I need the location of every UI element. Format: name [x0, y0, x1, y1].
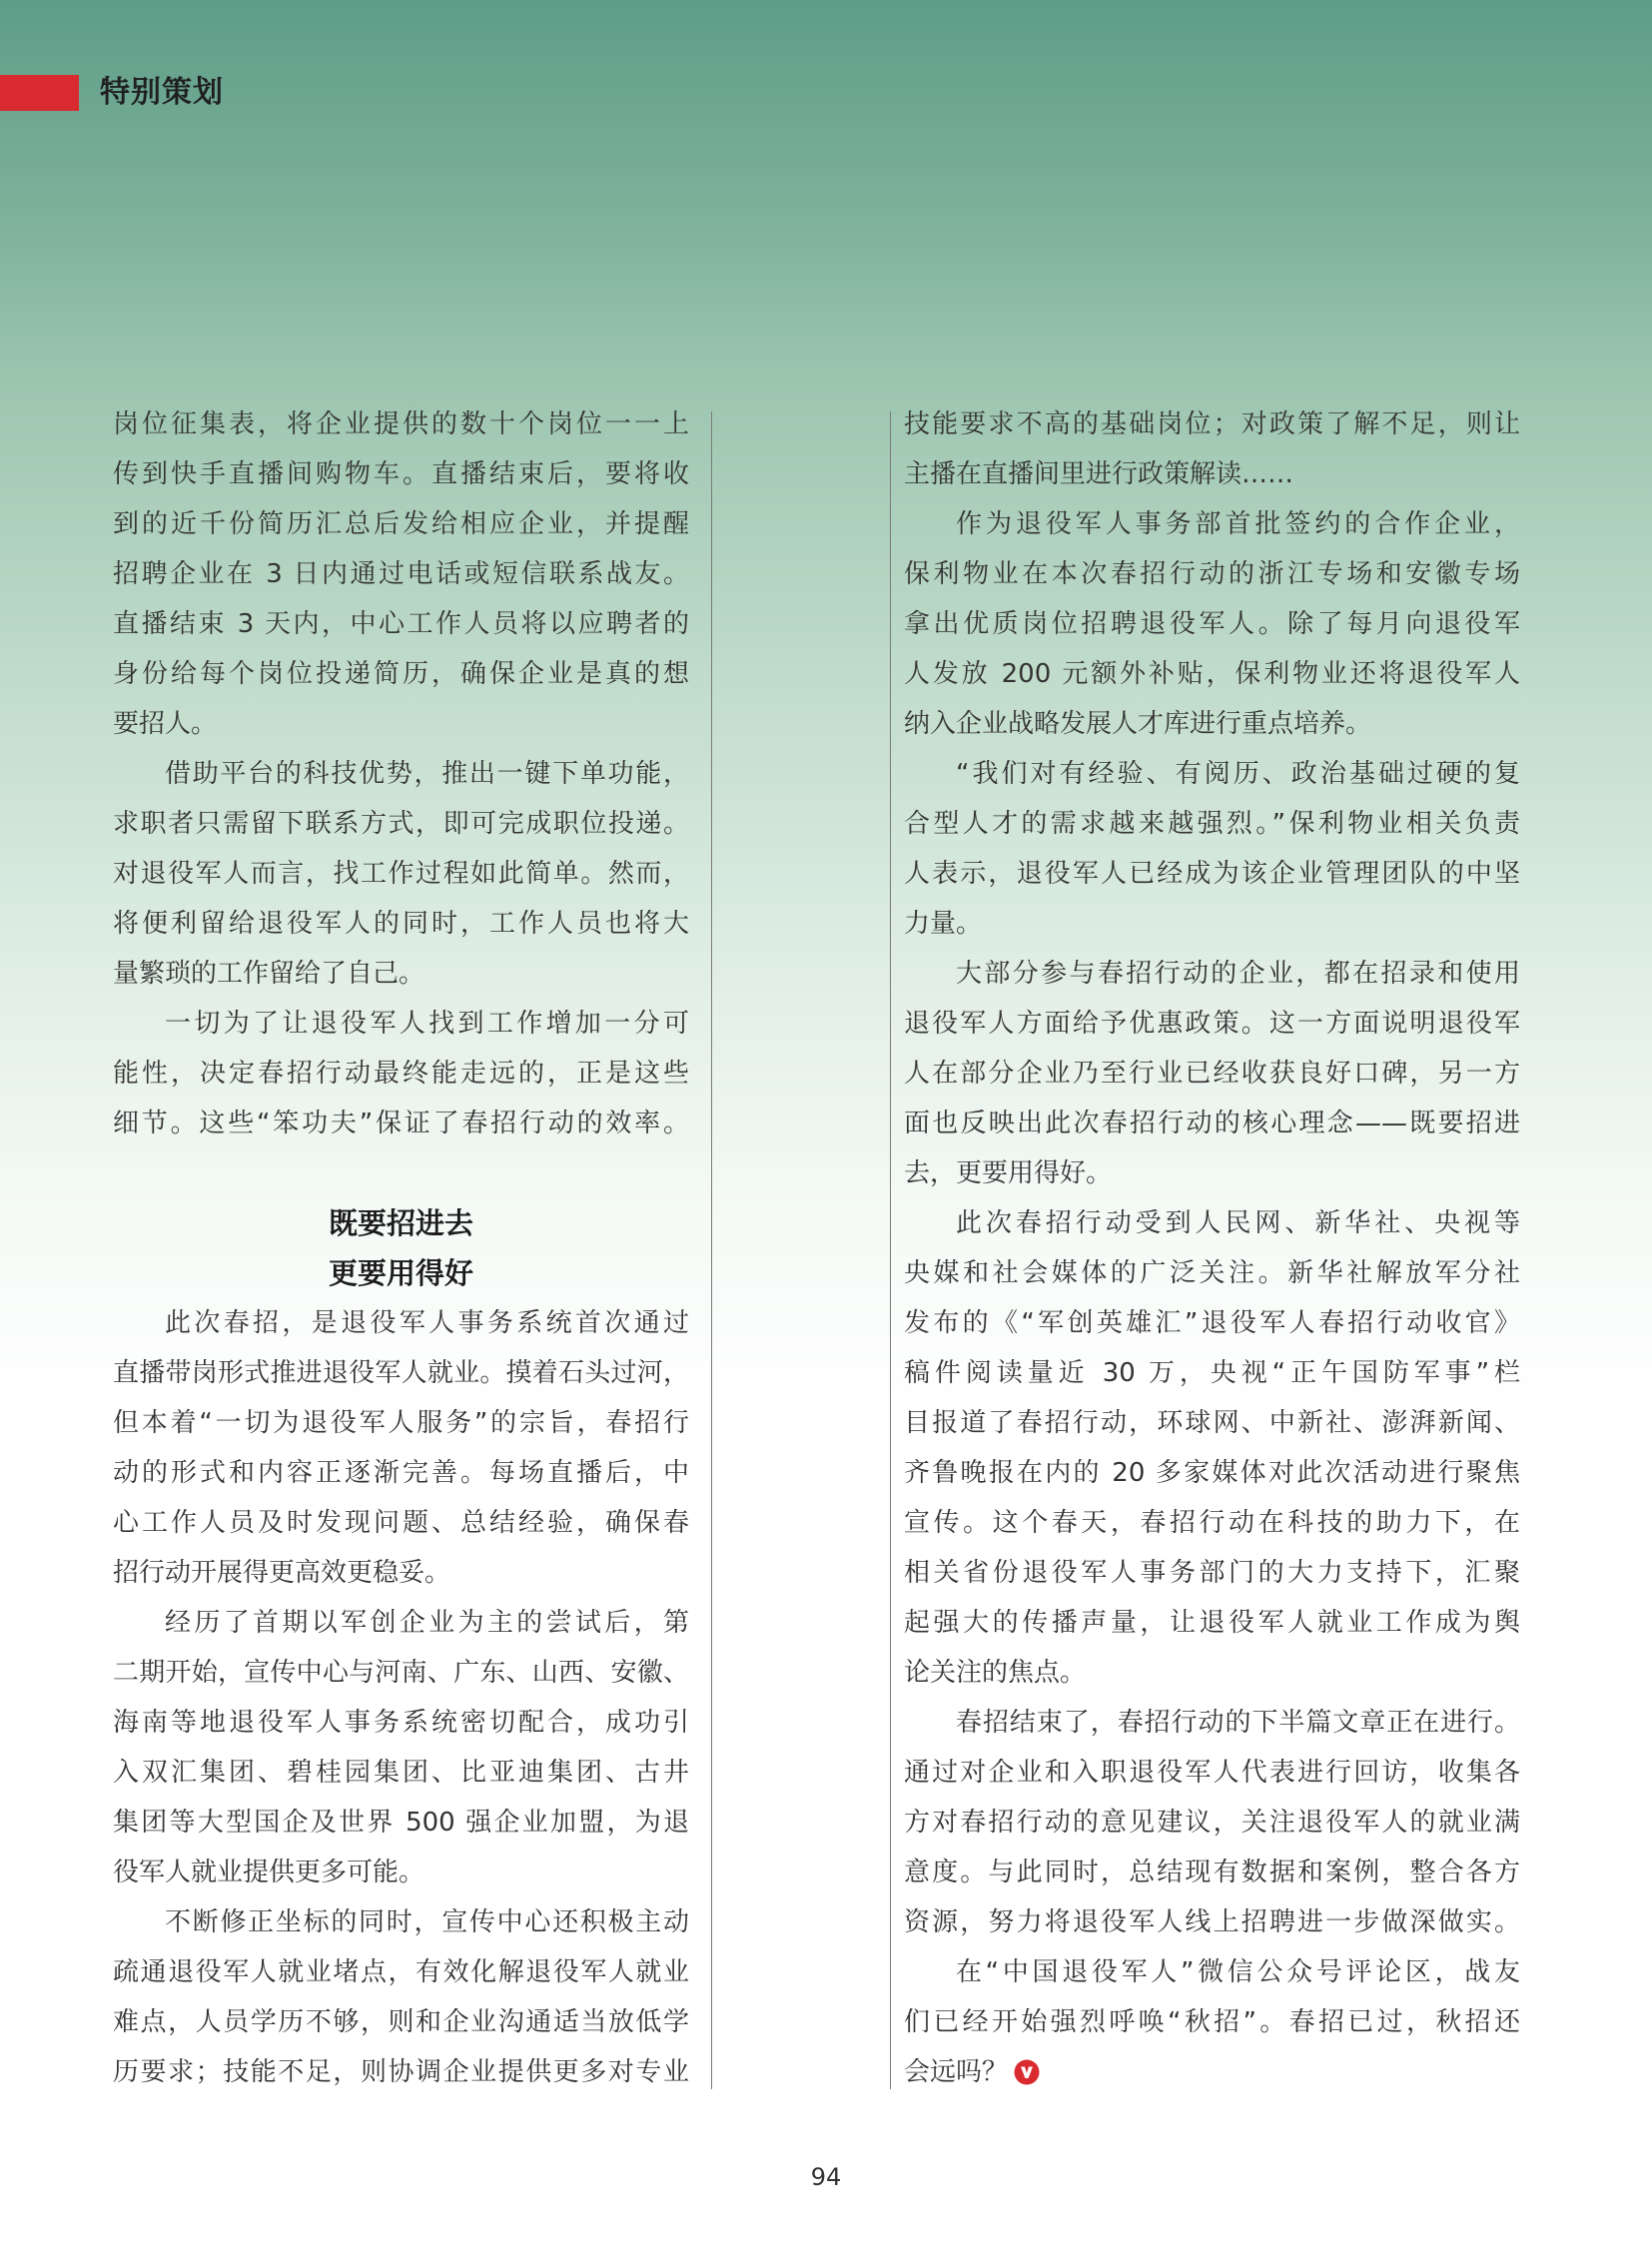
text-line: 但本着“一切为退役军人服务”的宗旨，春招行: [113, 1408, 689, 1438]
text-line: 此次春招，是退役军人事务系统首次通过: [165, 1308, 689, 1338]
text-line: 相关省份退役军人事务部门的大力支持下，汇聚: [904, 1558, 1520, 1588]
text-line: 借助平台的科技优势，推出一键下单功能，: [165, 759, 689, 789]
text-line: 直播结束 3 天内，中心工作人员将以应聘者的: [113, 609, 689, 639]
section-heading-line: 更要用得好: [328, 1256, 473, 1290]
text-line: 心工作人员及时发现问题、总结经验，确保春: [113, 1508, 689, 1538]
end-mark-icon: [1014, 2059, 1040, 2085]
column-divider-left: [711, 411, 712, 2089]
page-number: 94: [810, 2163, 842, 2191]
paragraph: [904, 399, 1520, 499]
text-line: 疏通退役军人就业堵点，有效化解退役军人就业: [113, 1957, 689, 1987]
section-heading-line: 既要招进去: [328, 1206, 473, 1240]
section-accent-bar: [0, 75, 79, 111]
paragraph: [904, 1947, 1520, 2097]
text-line: 一切为了让退役军人找到工作增加一分可: [165, 1009, 689, 1039]
text-line: 身份给每个岗位投递简历，确保企业是真的想: [113, 659, 689, 689]
text-line: 目报道了春招行动，环球网、中新社、澎湃新闻、: [904, 1408, 1520, 1438]
text-line: 人发放 200 元额外补贴，保利物业还将退役军人: [904, 659, 1520, 689]
text-line: 历要求；技能不足，则协调企业提供更多对专业: [113, 2057, 689, 2087]
text-line: 发布的《“军创英雄汇”退役军人春招行动收官》: [904, 1308, 1520, 1338]
text-line: 入双汇集团、碧桂园集团、比亚迪集团、古井: [113, 1758, 689, 1788]
text-line: 人在部分企业乃至行业已经收获良好口碑，另一方: [904, 1059, 1520, 1089]
text-line: 此次春招行动受到人民网、新华社、央视等: [956, 1208, 1520, 1238]
text-line: 面也反映出此次春招行动的核心理念——既要招进: [904, 1109, 1520, 1138]
text-line: 起强大的传播声量，让退役军人就业工作成为舆: [904, 1608, 1520, 1638]
text-line: 直播带岗形式推进退役军人就业。摸着石头过河，: [113, 1358, 689, 1388]
text-line: 论关注的焦点。: [904, 1658, 1087, 1688]
text-line: 人表示，退役军人已经成为该企业管理团队的中坚: [904, 859, 1520, 889]
column-divider-right: [890, 411, 891, 2089]
text-line: 在“中国退役军人”微信公众号评论区，战友: [956, 1957, 1520, 1987]
text-line: 传到快手直播间购物车。直播结束后，要将收: [113, 459, 689, 489]
text-line: “我们对有经验、有阅历、政治基础过硬的复: [956, 759, 1520, 789]
text-line: 央媒和社会媒体的广泛关注。新华社解放军分社: [904, 1258, 1520, 1288]
text-line: 资源，努力将退役军人线上招聘进一步做深做实。: [904, 1907, 1520, 1937]
paragraph: [113, 749, 689, 999]
text-line: 要招人。: [113, 709, 218, 739]
text-line: 到的近千份简历汇总后发给相应企业，并提醒: [113, 509, 689, 539]
paragraph: [113, 1598, 689, 1897]
text-line: 求职者只需留下联系方式，即可完成职位投递。: [113, 809, 689, 839]
text-line: 招聘企业在 3 日内通过电话或短信联系战友。: [113, 559, 689, 589]
text-line: 退役军人方面给予优惠政策。这一方面说明退役军: [904, 1009, 1520, 1039]
text-line: 合型人才的需求越来越强烈。”保利物业相关负责: [904, 809, 1520, 839]
right-column: [904, 399, 1520, 2097]
text-line: 动的形式和内容正逐渐完善。每场直播后，中: [113, 1458, 689, 1488]
paragraph: [904, 949, 1520, 1198]
paragraph: [113, 1298, 689, 1598]
text-line: 去，更要用得好。: [904, 1158, 1113, 1188]
text-line: 通过对企业和入职退役军人代表进行回访，收集各: [904, 1758, 1520, 1788]
text-line: 主播在直播间里进行政策解读……: [904, 459, 1294, 489]
text-line: 力量。: [904, 909, 983, 939]
paragraph: [113, 1897, 689, 2097]
paragraph: [904, 499, 1520, 749]
text-line: 意度。与此同时，总结现有数据和案例，整合各方: [904, 1858, 1520, 1887]
text-line: 集团等大型国企及世界 500 强企业加盟，为退: [113, 1808, 689, 1838]
text-line: 宣传。这个春天，春招行动在科技的助力下，在: [904, 1508, 1520, 1538]
text-line: 能性，决定春招行动最终能走远的，正是这些: [113, 1059, 689, 1089]
text-line: 齐鲁晚报在内的 20 多家媒体对此次活动进行聚焦: [904, 1458, 1520, 1488]
text-line: 对退役军人而言，找工作过程如此简单。然而，: [113, 859, 689, 889]
end-mark-icon-graphic: [1014, 2059, 1040, 2085]
text-line: 技能要求不高的基础岗位；对政策了解不足，则让: [904, 409, 1520, 439]
text-line-content: 会远吗？: [904, 2057, 1009, 2087]
text-line: 保利物业在本次春招行动的浙江专场和安徽专场: [904, 559, 1520, 589]
paragraph: [904, 1698, 1520, 1947]
text-line: 细节。这些“笨功夫”保证了春招行动的效率。: [113, 1109, 689, 1138]
section-heading: [113, 1148, 689, 1298]
paragraph: [904, 1198, 1520, 1698]
left-column: [113, 399, 689, 2097]
text-line: [904, 2047, 1520, 2097]
text-line: 方对春招行动的意见建议，关注退役军人的就业满: [904, 1808, 1520, 1838]
text-line: 经历了首期以军创企业为主的尝试后，第: [165, 1608, 689, 1638]
text-line: 难点，人员学历不够，则和企业沟通适当放低学: [113, 2007, 689, 2037]
text-line: 们已经开始强烈呼唤“秋招”。春招已过，秋招还: [904, 2007, 1520, 2037]
paragraph: [904, 749, 1520, 949]
text-line: 二期开始，宣传中心与河南、广东、山西、安徽、: [113, 1658, 689, 1688]
text-line: 将便利留给退役军人的同时，工作人员也将大: [113, 909, 689, 939]
text-line: 作为退役军人事务部首批签约的合作企业，: [956, 509, 1520, 539]
text-line: 稿件阅读量近 30 万，央视“正午国防军事”栏: [904, 1358, 1520, 1388]
text-line: 役军人就业提供更多可能。: [113, 1858, 425, 1887]
text-line: 岗位征集表，将企业提供的数十个岗位一一上: [113, 409, 689, 439]
paragraph: [113, 399, 689, 749]
text-line: 纳入企业战略发展人才库进行重点培养。: [904, 709, 1372, 739]
section-title: 特别策划: [100, 75, 224, 110]
text-line: 不断修正坐标的同时，宣传中心还积极主动: [165, 1907, 689, 1937]
text-line: 春招结束了，春招行动的下半篇文章正在进行。: [956, 1708, 1520, 1738]
text-line: 招行动开展得更高效更稳妥。: [113, 1558, 451, 1588]
text-line: 量繁琐的工作留给了自己。: [113, 959, 425, 989]
text-line: 大部分参与春招行动的企业，都在招录和使用: [956, 959, 1520, 989]
text-line: 拿出优质岗位招聘退役军人。除了每月向退役军: [904, 609, 1520, 639]
paragraph: [113, 999, 689, 1148]
text-line: 海南等地退役军人事务系统密切配合，成功引: [113, 1708, 689, 1738]
